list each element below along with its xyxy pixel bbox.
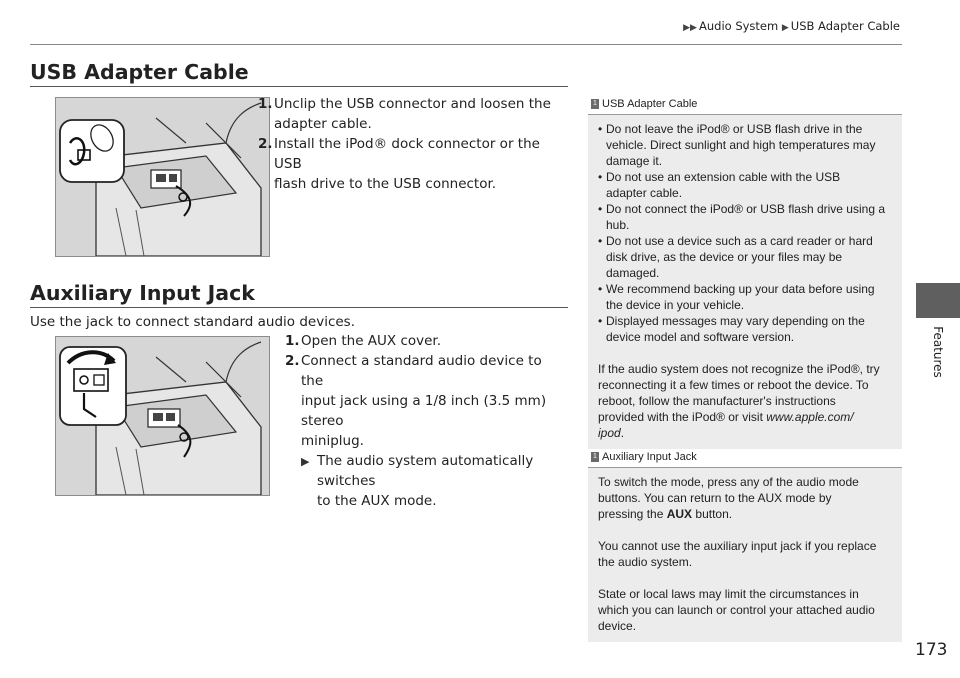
aux-intro-text: Use the jack to connect standard audio devices.	[30, 314, 356, 330]
note-line	[598, 409, 892, 425]
step-result	[301, 451, 568, 511]
aux-button-label: AUX	[666, 507, 693, 521]
note-badge: 1	[591, 452, 599, 462]
step-number: 1.	[258, 96, 273, 112]
note-line: disk drive, as the device or your files may be	[606, 250, 843, 264]
step-text-line: adapter cable.	[274, 116, 372, 132]
bullet-icon: •	[598, 170, 603, 184]
note-line: State or local laws may limit the circumstances in	[598, 587, 859, 601]
step-text-line: The audio system automatically switches	[317, 453, 534, 489]
breadcrumb-item-usb-adapter-cable: USB Adapter Cable	[790, 19, 900, 33]
step-text-line: input jack using a 1/8 inch (3.5 mm) stereo	[301, 393, 547, 429]
step-item	[285, 331, 568, 351]
note-line: Do not leave the iPod® or USB flash drive in the	[606, 122, 863, 136]
bullet-icon: •	[598, 202, 603, 216]
breadcrumb-item-audio-system: Audio System	[698, 19, 779, 33]
arrow-icon: ▶	[781, 23, 789, 33]
note-line: reconnecting it a few times or reboot the device. To	[598, 378, 869, 392]
note-header	[588, 96, 902, 115]
step-number: 1.	[285, 333, 300, 349]
section-title-usb-adapter-cable: USB Adapter Cable	[30, 60, 249, 84]
step-text-line: Install the iPod® dock connector or the USB	[274, 136, 540, 172]
note-line	[598, 506, 892, 522]
step-item	[258, 94, 568, 134]
section-divider	[30, 307, 568, 308]
note-text: provided with the iPod® or visit	[598, 410, 763, 424]
step-text-line: flash drive to the USB connector.	[274, 176, 497, 192]
note-line: Do not use an extension cable with the USB	[606, 170, 841, 184]
note-line: Do not connect the iPod® or USB flash drive using a	[606, 202, 885, 216]
note-line: the audio system.	[598, 555, 693, 569]
note-paragraph	[598, 538, 892, 570]
step-item	[258, 134, 568, 194]
section-title-auxiliary-input-jack: Auxiliary Input Jack	[30, 281, 255, 305]
note-header	[588, 449, 902, 468]
note-paragraph	[598, 474, 892, 522]
note-line: hub.	[606, 218, 630, 232]
note-title: Auxiliary Input Jack	[602, 451, 697, 463]
step-number: 2.	[285, 353, 300, 369]
page-number: 173	[915, 640, 948, 660]
double-arrow-icon: ▶▶	[683, 23, 697, 33]
apple-url-link[interactable]: www.apple.com/	[766, 410, 854, 424]
note-line: You cannot use the auxiliary input jack if you replace	[598, 539, 877, 553]
note-paragraph	[598, 586, 892, 634]
step-text-line: to the AUX mode.	[317, 493, 437, 509]
step-number: 2.	[258, 136, 273, 152]
note-line: the device in your vehicle.	[606, 298, 745, 312]
note-line	[598, 425, 892, 441]
note-auxiliary-input-jack	[588, 449, 902, 642]
usb-connector-illustration	[55, 97, 270, 257]
note-line: damaged.	[606, 266, 660, 280]
note-line: If the audio system does not recognize the iPod®, try	[598, 362, 880, 376]
note-line: buttons. You can return to the AUX mode by	[598, 491, 832, 505]
note-bullet	[598, 201, 892, 233]
note-line: reboot, follow the manufacturer's instructions	[598, 394, 836, 408]
step-item	[285, 351, 568, 511]
note-bullet	[598, 233, 892, 281]
note-line: which you can launch or control your attached audio	[598, 603, 875, 617]
apple-url-link-cont[interactable]: ipod	[598, 426, 621, 440]
chapter-tab-marker	[916, 283, 960, 318]
note-line: Displayed messages may vary depending on the	[606, 314, 865, 328]
note-line: device.	[598, 619, 637, 633]
note-line: We recommend backing up your data before using	[606, 282, 875, 296]
aux-steps	[285, 331, 568, 511]
step-text-line: Open the AUX cover.	[301, 333, 442, 349]
bullet-icon: •	[598, 122, 603, 136]
note-line: device model and software version.	[606, 330, 795, 344]
note-paragraph	[598, 361, 892, 441]
note-bullet	[598, 281, 892, 313]
chapter-tab-label: Features	[931, 326, 945, 378]
note-title: USB Adapter Cable	[602, 98, 698, 110]
note-bullet-list	[598, 121, 892, 345]
breadcrumb	[683, 19, 900, 33]
result-arrow-icon: ▶	[301, 455, 310, 468]
note-line: vehicle. Direct sunlight and high temperatures may	[606, 138, 876, 152]
step-text-line: Unclip the USB connector and loosen the	[274, 96, 551, 112]
note-line: adapter cable.	[606, 186, 683, 200]
note-body	[588, 468, 902, 642]
note-line: damage it.	[606, 154, 663, 168]
note-body	[588, 115, 902, 449]
header-divider	[30, 44, 902, 45]
note-bullet	[598, 121, 892, 169]
note-line: To switch the mode, press any of the audio mode	[598, 475, 859, 489]
note-badge: 1	[591, 99, 599, 109]
note-text: button.	[695, 507, 733, 521]
bullet-icon: •	[598, 282, 603, 296]
note-text: pressing the	[598, 507, 664, 521]
note-bullet	[598, 169, 892, 201]
note-text: .	[620, 426, 625, 440]
note-line: Do not use a device such as a card reader or hard	[606, 234, 873, 248]
step-text-line: miniplug.	[301, 433, 364, 449]
aux-jack-illustration	[55, 336, 270, 496]
note-usb-adapter-cable	[588, 96, 902, 449]
usb-steps	[258, 94, 568, 194]
note-bullet	[598, 313, 892, 345]
bullet-icon: •	[598, 314, 603, 328]
step-text-line: Connect a standard audio device to the	[301, 353, 542, 389]
section-divider	[30, 86, 568, 87]
bullet-icon: •	[598, 234, 603, 248]
